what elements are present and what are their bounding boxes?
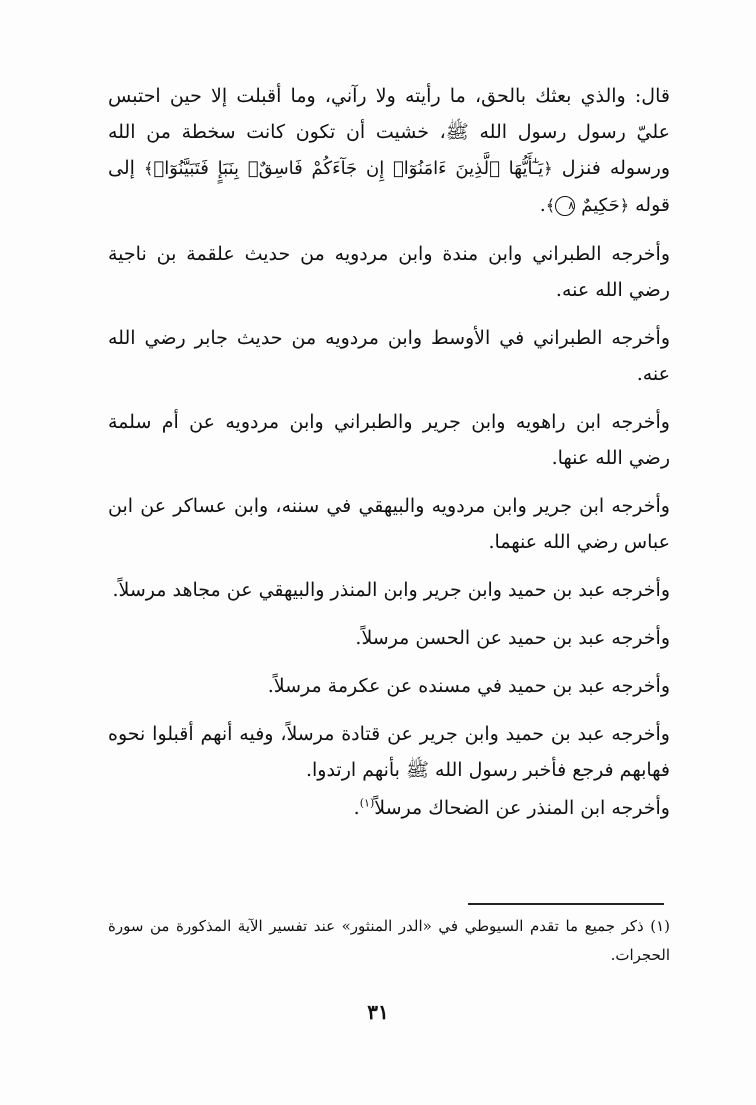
footnote-reference: (١) (359, 796, 375, 810)
quran-verse-end: حَكِيمٌ (581, 195, 620, 216)
paragraph-2: وأخرجه الطبراني وابن مندة وابن مردويه من حديث علقمة بن ناجية رضي الله عنه. (108, 243, 670, 301)
paragraph-10-end: . (353, 797, 360, 819)
paragraph-8: وأخرجه عبد بن حميد في مسنده عن عكرمة مرسلاً. (267, 675, 670, 697)
verse-end-close-bracket: ﴾ (545, 196, 556, 215)
verse-open-bracket: ﴿ (543, 159, 553, 178)
paragraph-1 (108, 78, 670, 224)
paragraph-5: وأخرجه ابن جرير وابن مردويه والبيهقي في سننه، وابن عساكر عن ابن عباس رضي الله عنهما. (108, 495, 670, 553)
paragraph-6: وأخرجه عبد بن حميد وابن جرير وابن المنذر والبيهقي عن مجاهد مرسلاً. (112, 579, 670, 601)
paragraph-1-end-mark: . (539, 194, 546, 216)
paragraph-10 (108, 790, 670, 826)
verse-end-open-bracket: ﴿ (619, 196, 630, 215)
paragraph-4: وأخرجه ابن راهويه وابن جرير والطبراني وابن مردويه عن أم سلمة رضي الله عنها. (108, 411, 670, 469)
paragraph-1-text-a: قال: والذي بعثك بالحق، ما رأيته ولا رآني، وما أقبلت إلا حين احتبس عليّ رسول رسول الله ﷺ، خشيت أن تكون كانت سخطة من الله ورسوله فنزل (108, 85, 670, 179)
page-number: ٣١ (367, 1000, 389, 1024)
paragraph-9: وأخرجه عبد بن حميد وابن جرير عن قتادة مرسلاً، وفيه أنهم أقبلوا نحوه فهابهم فرجع فأخبر رسول الله ﷺ بأنهم ارتدوا. (108, 723, 670, 781)
ayah-number-marker: ٨ (555, 196, 575, 216)
footnote-text: (١) ذكر جميع ما تقدم السيوطي في «الدر المنثور» عند تفسير الآية المذكورة من سورة الحجرات. (108, 917, 670, 964)
paragraph-10-text: وأخرجه ابن المنذر عن الضحاك مرسلاً (374, 797, 670, 819)
paragraph-1-text-b: إلى قوله (108, 157, 670, 216)
paragraph-3: وأخرجه الطبراني في الأوسط وابن مردويه من حديث جابر رضي الله عنه. (108, 327, 670, 385)
quran-verse: يَـٰٓأَيُّهَا ٱلَّذِينَ ءَامَنُوٓا۟ إِن جَآءَكُمْ فَاسِقٌۢ بِنَبَإٍ فَتَبَيَّنُوٓا۟ (153, 158, 544, 179)
verse-close-bracket: ﴾ (144, 159, 154, 178)
footnote-divider (468, 903, 664, 905)
paragraph-7: وأخرجه عبد بن حميد عن الحسن مرسلاً. (355, 627, 670, 649)
main-text (108, 78, 670, 826)
